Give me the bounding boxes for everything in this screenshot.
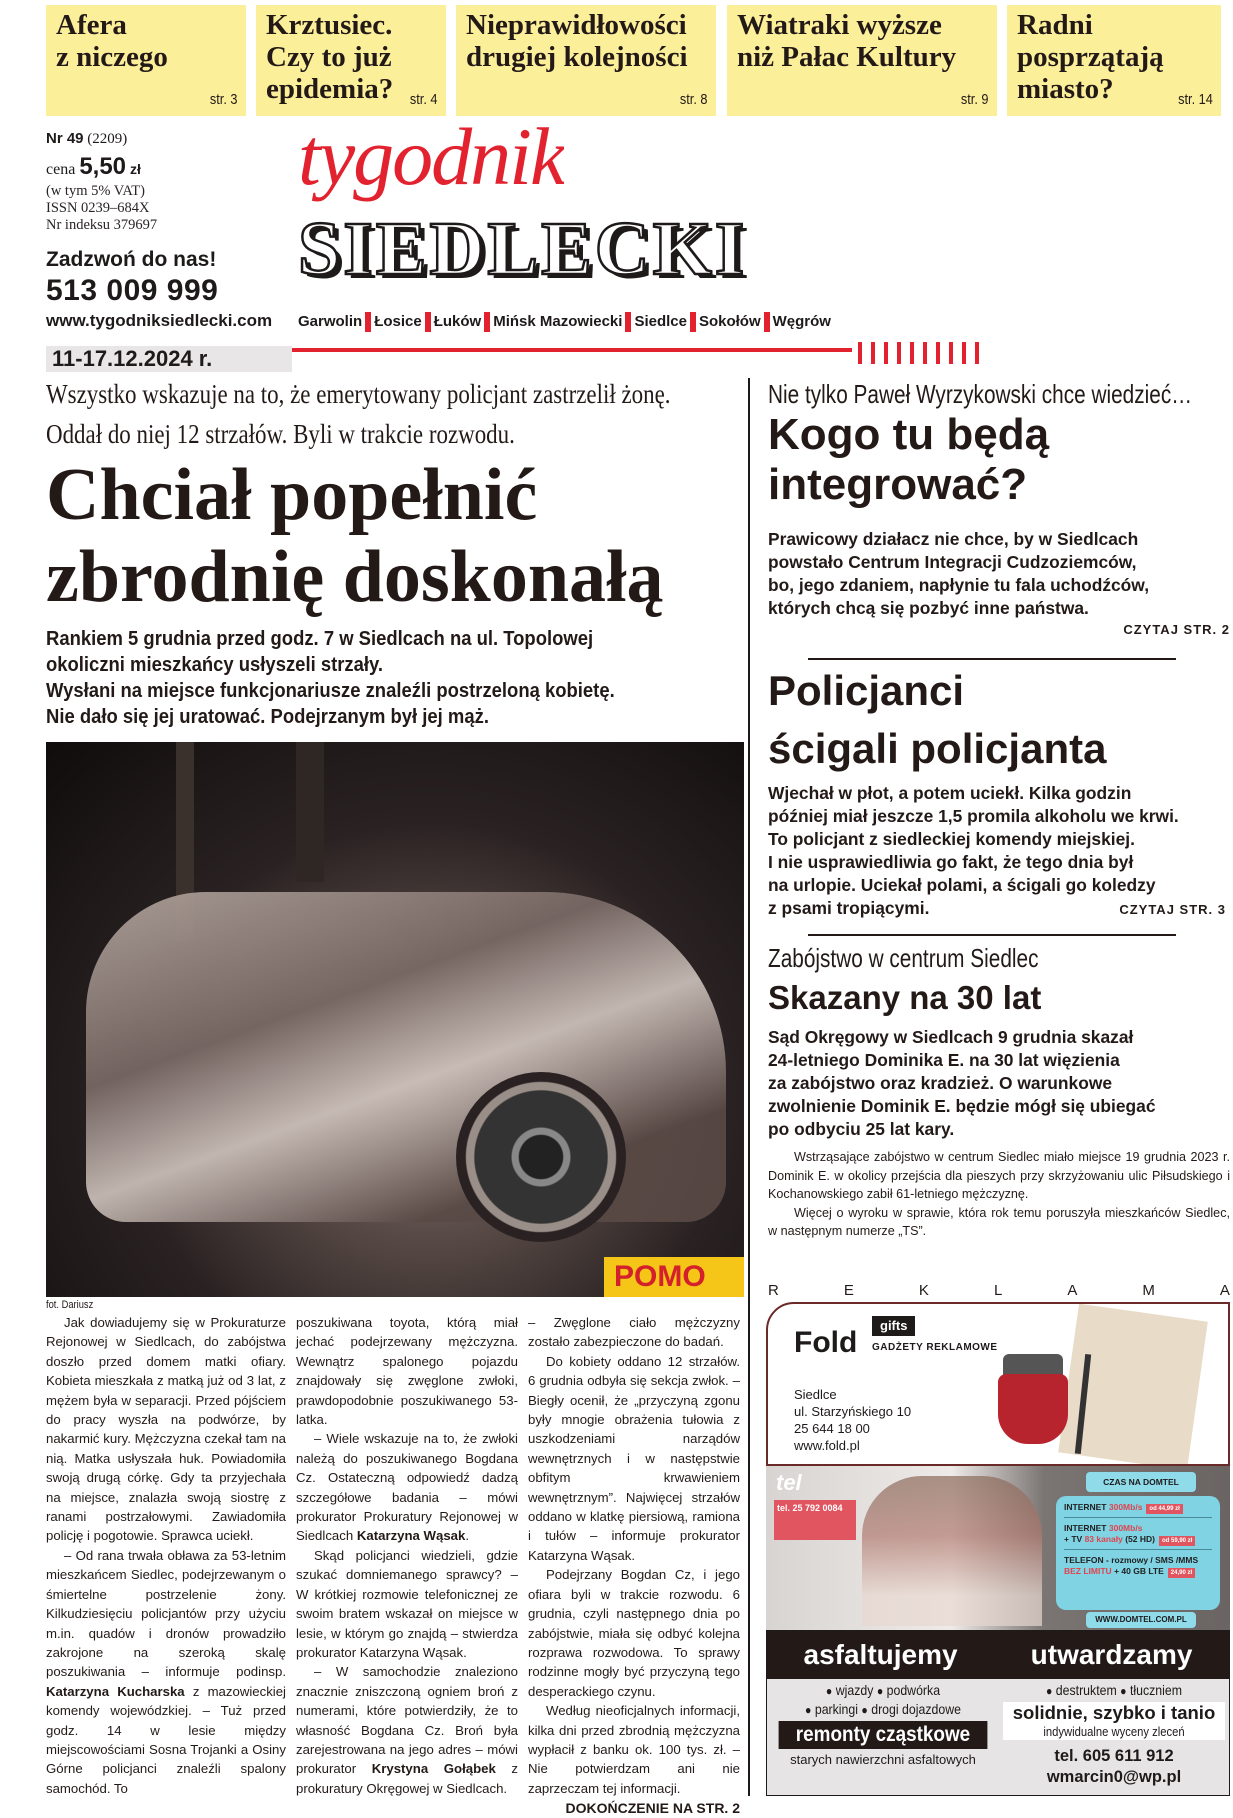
side2-lead: Wjechał w płot, a potem uciekł. Kilka godzin później miał jeszcze 1,5 promila alkoholu we krwi. To policjant z siedleckiej komendy miejskiej. I nie usprawiedliwia go fakt, że tego dnia był na urlopie. Uciekał polami, a ścigali go koledzy z psami tropiącymi. CZYTAJ STR. 3 [768, 782, 1233, 921]
town[interactable]: Mińsk Mazowiecki [493, 313, 623, 330]
fold-gifts-tag: gifts [872, 1316, 915, 1336]
side1-headline[interactable]: Kogo tu będą integrować? [768, 410, 1050, 509]
tow-sign: POMO [604, 1257, 744, 1297]
asphalt-phone[interactable]: tel. 605 611 912 [1054, 1747, 1174, 1765]
asphalt-right: ● destruktem ● tłuczniem solidnie, szybko i tanio indywidualne wyceny zleceń tel. 605 611 912 wmarcin0@wp.pl [999, 1681, 1229, 1788]
asphalt-left: ● wjazdy ● podwórka ● parkingi ● drogi dojazdowe remonty cząstkowe starych nawierzchni asfaltowych [767, 1681, 999, 1769]
teaser-page: str. 3 [207, 91, 238, 108]
article-column-2: poszukiwana toyota, którą miał jechać podejrzewany mężczyzna. Wewnątrz spalonego pojazdu znajdowały się zwęglone zwłoki, prawdopodobnie poszukiwanego 53-latka. – Wiele wskazuje na to, że zwłoki należą do poszukiwanego Bogdana Cz. Ostateczną odpowiedź dadzą szczegółowe badania – mówi prokurator Prokuratury Rejonowej w Siedlcach Katarzyna Wąsak. Skąd policjanci wiedzieli, gdzie szukać domniemanego sprawcy? – W krótkiej rozmowie telefonicznej ze swoim bratem wskazał on miejsce w lesie, w którym go znajdą – stwierdza prokurator Katarzyna Wąsak. – W samochodzie znaleziono znacznie zniszczoną ogniem broń z numerami, które potwierdziły, że to własność Bogdana Cz. Broń była zarejestrowana na jego adres – mówi prokurator Krystyna Gołąbek z prokuratury Okręgowej w Siedlcach. [296, 1315, 518, 1796]
read-more-link[interactable]: CZYTAJ STR. 3 [1119, 902, 1226, 917]
town[interactable]: Garwolin [298, 313, 363, 330]
side1-read-more-row [768, 622, 1230, 638]
divider [808, 934, 1176, 936]
read-more-link[interactable]: CZYTAJ STR. 2 [1123, 622, 1230, 637]
town[interactable]: Łosice [374, 313, 422, 330]
teaser-title: Wiatraki wyższe niż Pałac Kultury [737, 9, 957, 73]
article-column-1: Jak dowiadujemy się w Prokuraturze Rejonowej w Siedlcach, do zabójstwa doszło przed domem matki ofiary. Kobieta mieszkała z matką już od 3 lat, z mężem była w separacji. Przed pójściem do pracy wyszła na podwórze, by nakarmić kury. Mężczyzna czekał tam na nią. Matka usłyszała huk. Powiadomiła swoją drugą córkę. Gdy ta przyjechała na miejsce, znalazła swoją siostrę z ranami postrzałowymi. Zawiadomiła policję i pogotowie. Sprawca uciekł. – Od rana trwała obława za 53-letnim mieszkańcem Siedlec, podejrzewanym o śmiertelne postrzelenie żony. Kilkudziesięciu policjantów przy użyciu m.in. quadów i dronów prowadziło zakrojone na szeroką skalę poszukiwania – informuje podinsp. Katarzyna Kucharska z mazowieckiej komendy wojewódzkiej. – Tuż przed godz. 14 w lesie między miejscowościami Sosna Trojanki a Osiny Górne policjanci znaleźli spalony samochód. To [46, 1315, 286, 1796]
teaser-page: str. 4 [407, 91, 438, 108]
separator [365, 312, 371, 332]
town[interactable]: Łuków [433, 313, 482, 330]
teaser-page: str. 8 [677, 91, 708, 108]
main-lead: Rankiem 5 grudnia przed godz. 7 w Siedlcach na ul. Topolowej okoliczni mieszkańcy usłyszeli strzały. Wysłani na miejsce funkcjonariusze znaleźli postrzeloną kobietę. Nie dało się jej uratować. Podejrzanym był jej mąż. [46, 627, 615, 728]
teaser-page: str. 9 [958, 91, 989, 108]
mug-icon [998, 1374, 1068, 1444]
vat-info: (w tym 5% VAT) [46, 183, 145, 199]
price: cena 5,50 zł [46, 153, 141, 180]
teaser-nieprawidlowosci[interactable] [456, 5, 716, 116]
domtel-header: CZAS NA DOMTEL [1086, 1472, 1196, 1492]
separator [764, 312, 770, 332]
side3-lead: Sąd Okręgowy w Siedlcach 9 grudnia skazał 24-letniego Dominika E. na 30 lat więzienia za zabójstwo oraz kradzież. O warunkowe zwolnienie Dominik E. będzie mógł się ubiegać po odbyciu 25 lat kary. [768, 1027, 1156, 1139]
gadgets-image [968, 1304, 1228, 1464]
side1-kicker: Nie tylko Paweł Wyrzykowski chce wiedzieć… [768, 379, 1193, 409]
teaser-title: Afera z niczego [56, 9, 168, 73]
person-name: Katarzyna Wąsak [356, 1528, 466, 1544]
side3-kicker: Zabójstwo w centrum Siedlec [768, 943, 1039, 973]
teaser-title: Krztusiec. Czy to już epidemia? [266, 9, 394, 105]
domtel-logo: tel [776, 1470, 802, 1495]
person-name: Krystyna Gołąbek [371, 1761, 496, 1777]
issue-date: 11-17.12.2024 r. [46, 346, 292, 372]
separator [425, 312, 431, 332]
photo-caption: fot. Dariusz [46, 1299, 94, 1311]
burned-car-photo [46, 742, 744, 1297]
side3-headline[interactable]: Skazany na 30 lat [768, 979, 1042, 1016]
side3-body: Wstrząsające zabójstwo w centrum Siedlec miało miejsce 19 grudnia 2023 r. Dominik E. w okolicy przejścia dla pieszych przy skrzyżowaniu ulic Piłsudskiego i Kochanowskiego zabił 61-letniego mężczyznę. Więcej o wyroku w sprawie, która rok temu poruszyła mieszkańców Siedlec, w następnym numerze „TS”. [768, 1150, 1230, 1238]
divider [808, 658, 1176, 660]
town[interactable]: Sokołów [698, 313, 761, 330]
asphalt-email[interactable]: wmarcin0@wp.pl [1046, 1768, 1182, 1786]
teaser-wiatraki[interactable] [727, 5, 997, 116]
main-headline[interactable]: Chciał popełnić zbrodnię doskonałą [46, 454, 664, 618]
domtel-phone: tel. 25 792 0084 [774, 1500, 856, 1540]
side1-lead: Prawicowy działacz nie chce, by w Siedlcach powstało Centrum Integracji Cudzoziemców, bo, jego zdaniem, napłynie tu fala uchodźców, których chcą się pozbyć inne państwa. [768, 529, 1150, 618]
call-us-label: Zadzwoń do nas! [46, 248, 217, 271]
asphalt-header: asfaltujemy utwardzamy [767, 1631, 1229, 1679]
teaser-page: str. 14 [1175, 91, 1213, 108]
couple-photo [862, 1476, 1042, 1626]
person-name: Katarzyna Kucharska [46, 1683, 185, 1699]
teaser-title: Nieprawidłowości drugiej kolejności [466, 9, 688, 73]
red-ticks [858, 342, 979, 364]
teaser-radni[interactable] [1007, 5, 1221, 116]
fold-logo: Fold [794, 1326, 858, 1359]
advertisement-label: R E K L A M A [768, 1282, 1230, 1299]
wheel-shape [456, 1072, 626, 1242]
domtel-offers: INTERNET 300Mb/s od 44,99 zł INTERNET 300Mb/s + TV 83 kanały (52 HD) od 59,90 zł TELEFON - rozmowy / SMS /MMS BEZ LIMITU + 40 GB LTE 24,90 zł [1056, 1496, 1220, 1610]
asphalt-ad[interactable] [766, 1630, 1230, 1796]
separator [690, 312, 696, 332]
teaser-title: Radni posprzątają miasto? [1017, 9, 1164, 105]
issue-number: Nr 49 (2209) [46, 130, 128, 147]
issn: ISSN 0239–684X [46, 200, 150, 216]
fold-address: Siedlce ul. Starzyńskiego 10 25 644 18 00 www.fold.pl [794, 1387, 912, 1453]
website-link[interactable]: www.tygodniksiedlecki.com [46, 311, 273, 330]
town[interactable]: Węgrów [772, 313, 831, 330]
teaser-krztusiec[interactable] [256, 5, 446, 116]
fold-subtitle: GADŻETY REKLAMOWE [872, 1342, 998, 1353]
domtel-ad[interactable] [766, 1466, 1230, 1630]
article-column-3: – Zwęglone ciało mężczyzny zostało zabezpieczone do badań. Do kobiety oddano 12 strzałów. 6 grudnia odbyła się sekcja zwłok. – Biegły ocenił, że „przyczyną zgonu były mnogie obrażenia tułowia z uszkodzeniami narządów wewnętrznych i w następstwie obfitym krwawieniem wewnętrznym”. Najwięcej strzałów oddano w klatkę piersiową, ramiona i tułów – informuje prokurator Katarzyna Wąsak. Podejrzany Bogdan Cz, i jego ofiara byli w trakcie rozwodu. 6 grudnia, czyli następnego dnia po zabójstwie, miała się odbyć kolejna rozprawa rozwodowa. To sprawy rodzinne mogły być przyczyną tego desperackiego czynu. Według nieoficjalnych informacji, kilka dni przed zbrodnią mężczyzna wypłacił z banku ok. 100 tys. zł. – Nie potwierdzam ani nie zaprzeczam tej informacji. DOKOŃCZENIE NA STR. 2 [528, 1315, 740, 1817]
fold-gifts-ad[interactable] [766, 1302, 1230, 1466]
continued-link[interactable]: DOKOŃCZENIE NA STR. 2 [565, 1800, 740, 1817]
towns-list [298, 311, 831, 333]
separator [484, 312, 490, 332]
side2-headline[interactable]: Policjanci ścigali policjanta [768, 667, 1107, 772]
domtel-website[interactable]: WWW.DOMTEL.COM.PL [1086, 1612, 1196, 1628]
car-shape [86, 892, 726, 1222]
separator [625, 312, 631, 332]
logo-tygodnik: tygodnik [298, 112, 565, 202]
logo-siedlecki: SIEDLECKI [298, 207, 748, 291]
phone-number[interactable]: 513 009 999 [46, 274, 219, 307]
town[interactable]: Siedlce [634, 313, 687, 330]
red-rule [292, 348, 852, 352]
main-kicker: Wszystko wskazuje na to, że emerytowany policjant zastrzelił żonę. Oddał do niej 12 strzałów. Byli w trakcie rozwodu. [46, 379, 671, 449]
column-divider [748, 378, 750, 1796]
index-number: Nr indeksu 379697 [46, 217, 158, 233]
teaser-afera[interactable] [46, 5, 246, 116]
